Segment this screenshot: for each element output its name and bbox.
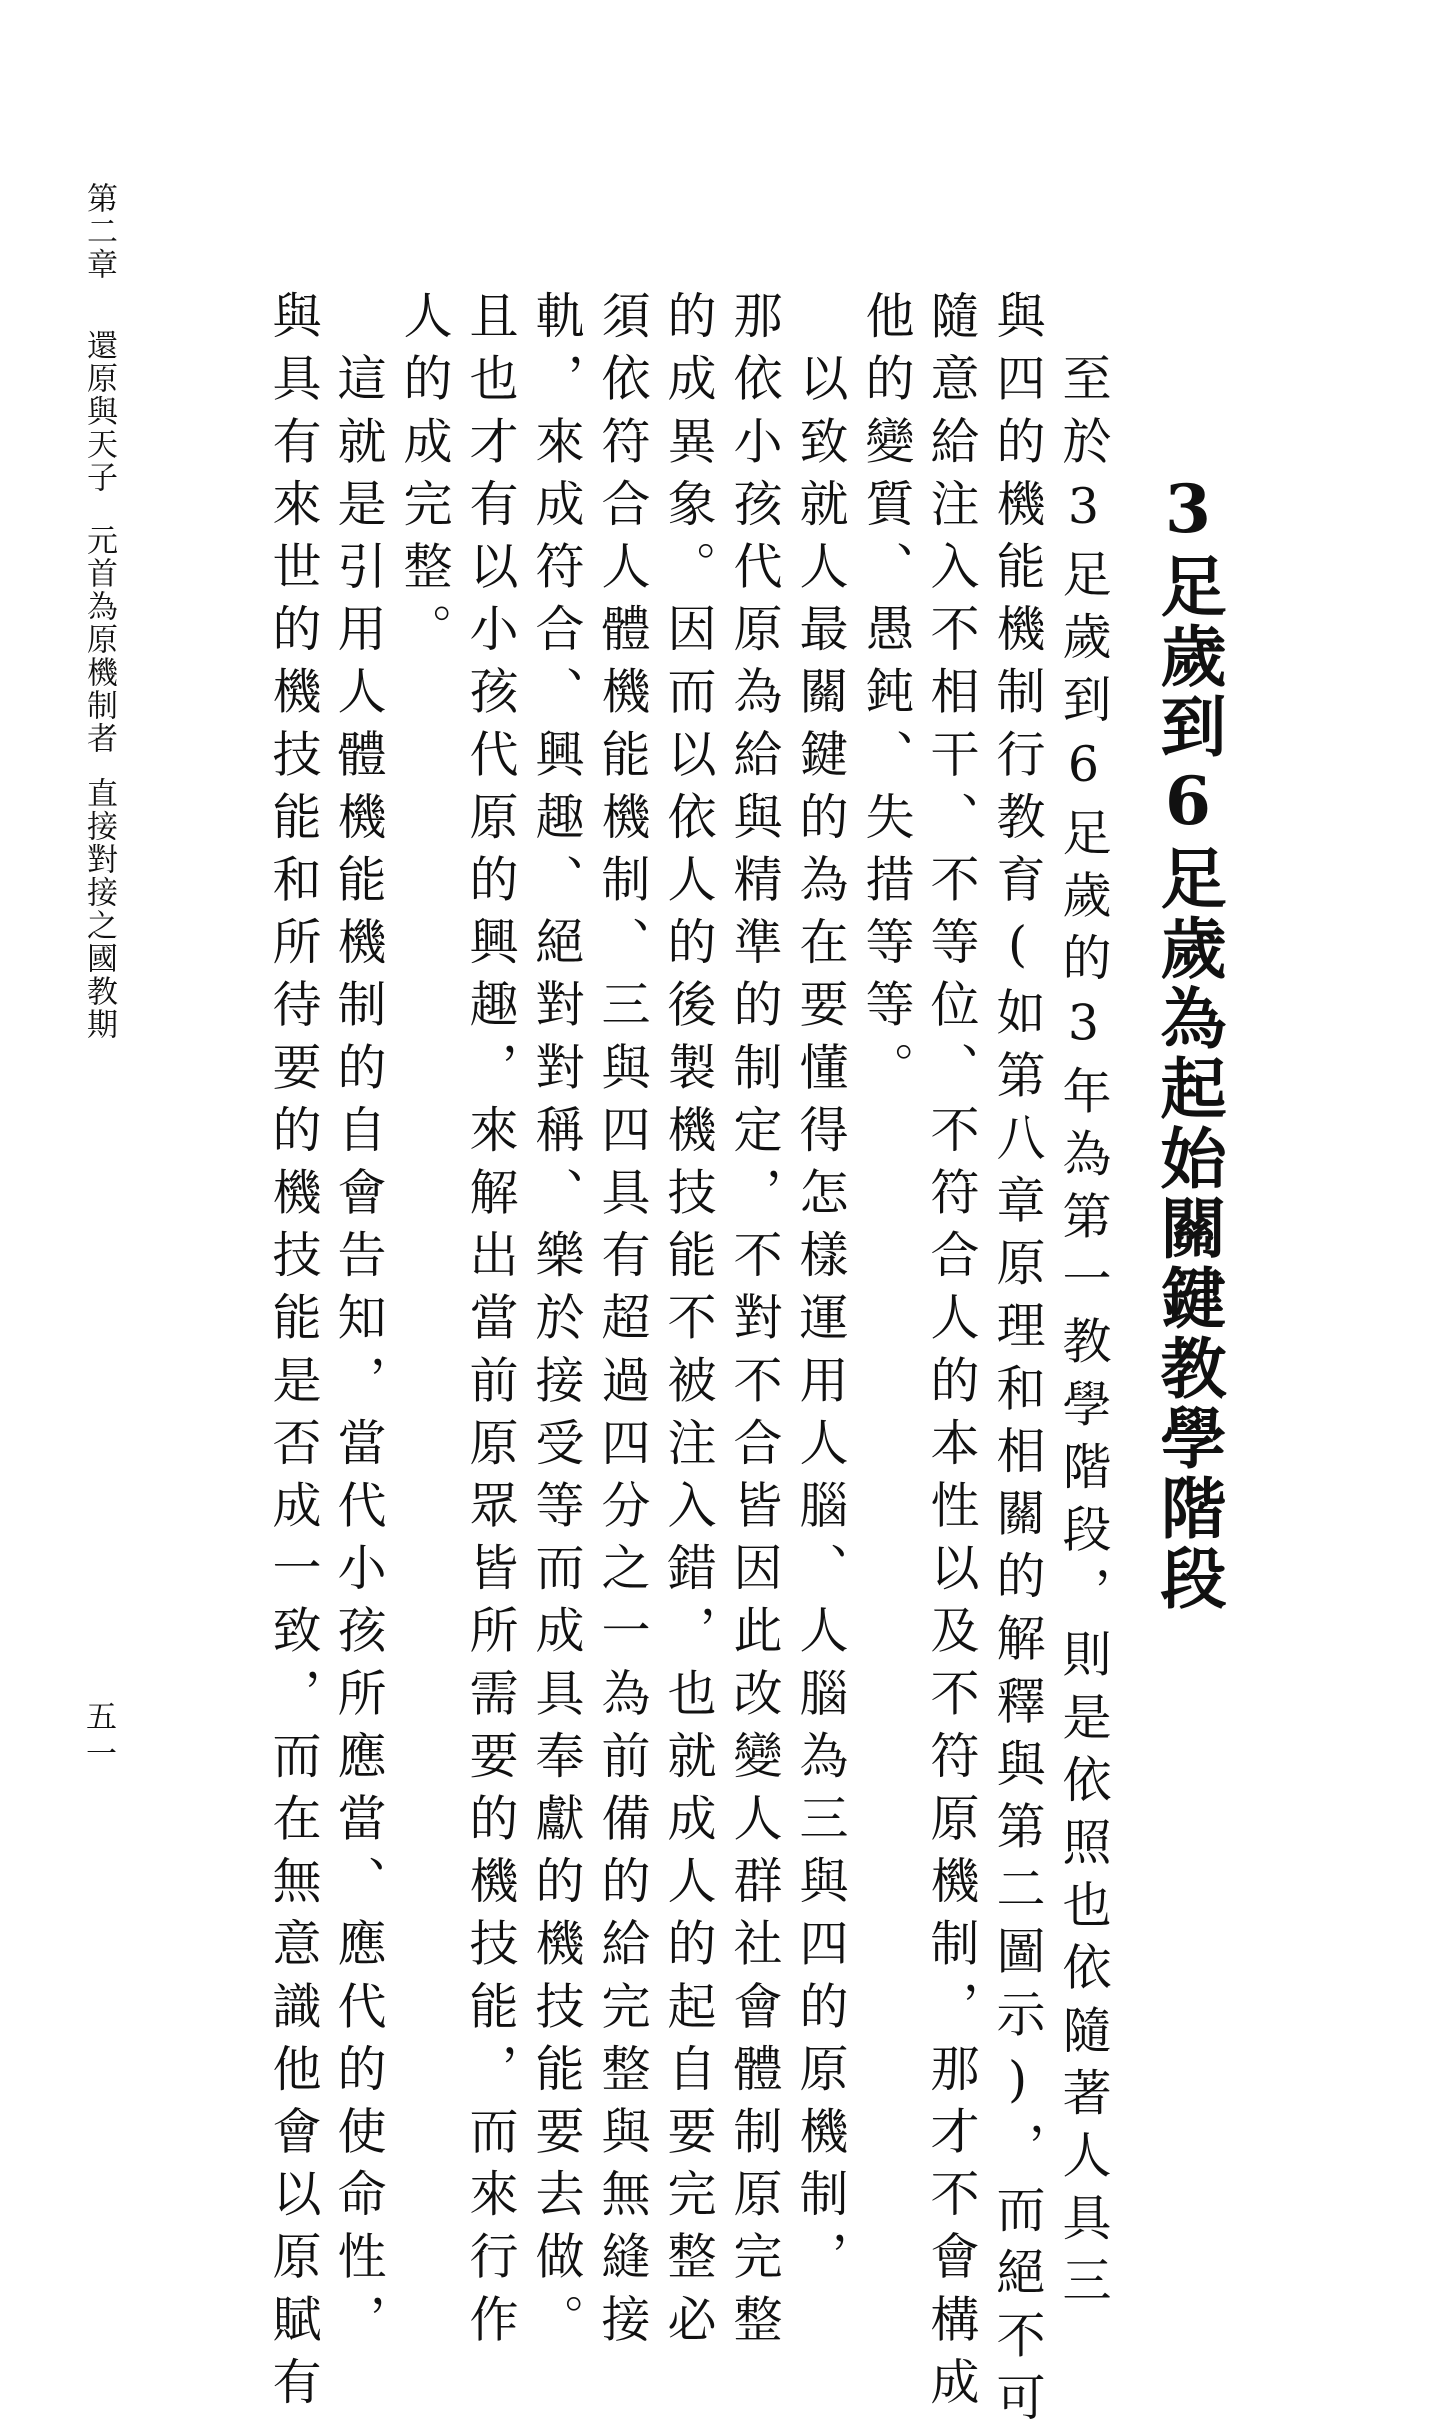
body-line-12: 這就是引用人體機能機制的自會告知，當代小孩所應當、應代的使命性，: [330, 290, 387, 2356]
body-line-10: 且也才有以小孩代原的興趣，來解出當前原眾皆所需要的機技能，而來行作: [462, 290, 519, 2356]
body-line-2: 與四的機能機制行教育(如第八章原理和相關的解釋與第二圖示)，而絕不可: [989, 290, 1046, 2434]
body-line-4: 他的變質、愚鈍、失措等等。: [858, 290, 915, 1104]
running-head-part-2: 元首為原機制者: [81, 524, 117, 755]
body-line-7: 的成異象。因而以依人的後製機技能不被注入錯，也就成人的起自要完整必: [660, 290, 717, 2356]
body-line-3: 隨意給注入不相干、不等位、不符合人的本性以及不符原機制，那才不會構成: [923, 290, 980, 2419]
body-line-13: 與具有來世的機技能和所待要的機技能是否成一致，而在無意識他會以原賦有: [265, 290, 322, 2419]
running-head-part-3: 直接對接之國教期: [81, 777, 117, 1041]
body-line-6: 那依小孩代原為給與精準的制定，不對不合皆因此改變人群社會體制原完整: [726, 290, 783, 2356]
running-head-chapter: 第二章: [81, 182, 117, 281]
running-head-part-1: 還原與天子: [81, 329, 117, 494]
running-head: [81, 182, 117, 1041]
section-title: 3足歲到6足歲為起始關鍵教學階段: [1149, 470, 1227, 1614]
page-number: 五一: [80, 1700, 116, 1774]
body-line-5: 以致就人最關鍵的為在要懂得怎樣運用人腦、人腦為三與四的原機制，: [792, 290, 849, 2294]
body-line-11: 人的成完整。: [396, 290, 453, 666]
body-line-8: 須依符合人體機能機制、三與四具有超過四分之一為前備的給完整與無縫接: [594, 290, 651, 2356]
body-line-9: 軌，來成符合、興趣、絕對對稱、樂於接受等而成具奉獻的機技能要去做。: [528, 290, 585, 2356]
body-line-1: 至於3足歲到6足歲的3年為第一教學階段，則是依照也依隨著人具三: [1055, 290, 1112, 2318]
